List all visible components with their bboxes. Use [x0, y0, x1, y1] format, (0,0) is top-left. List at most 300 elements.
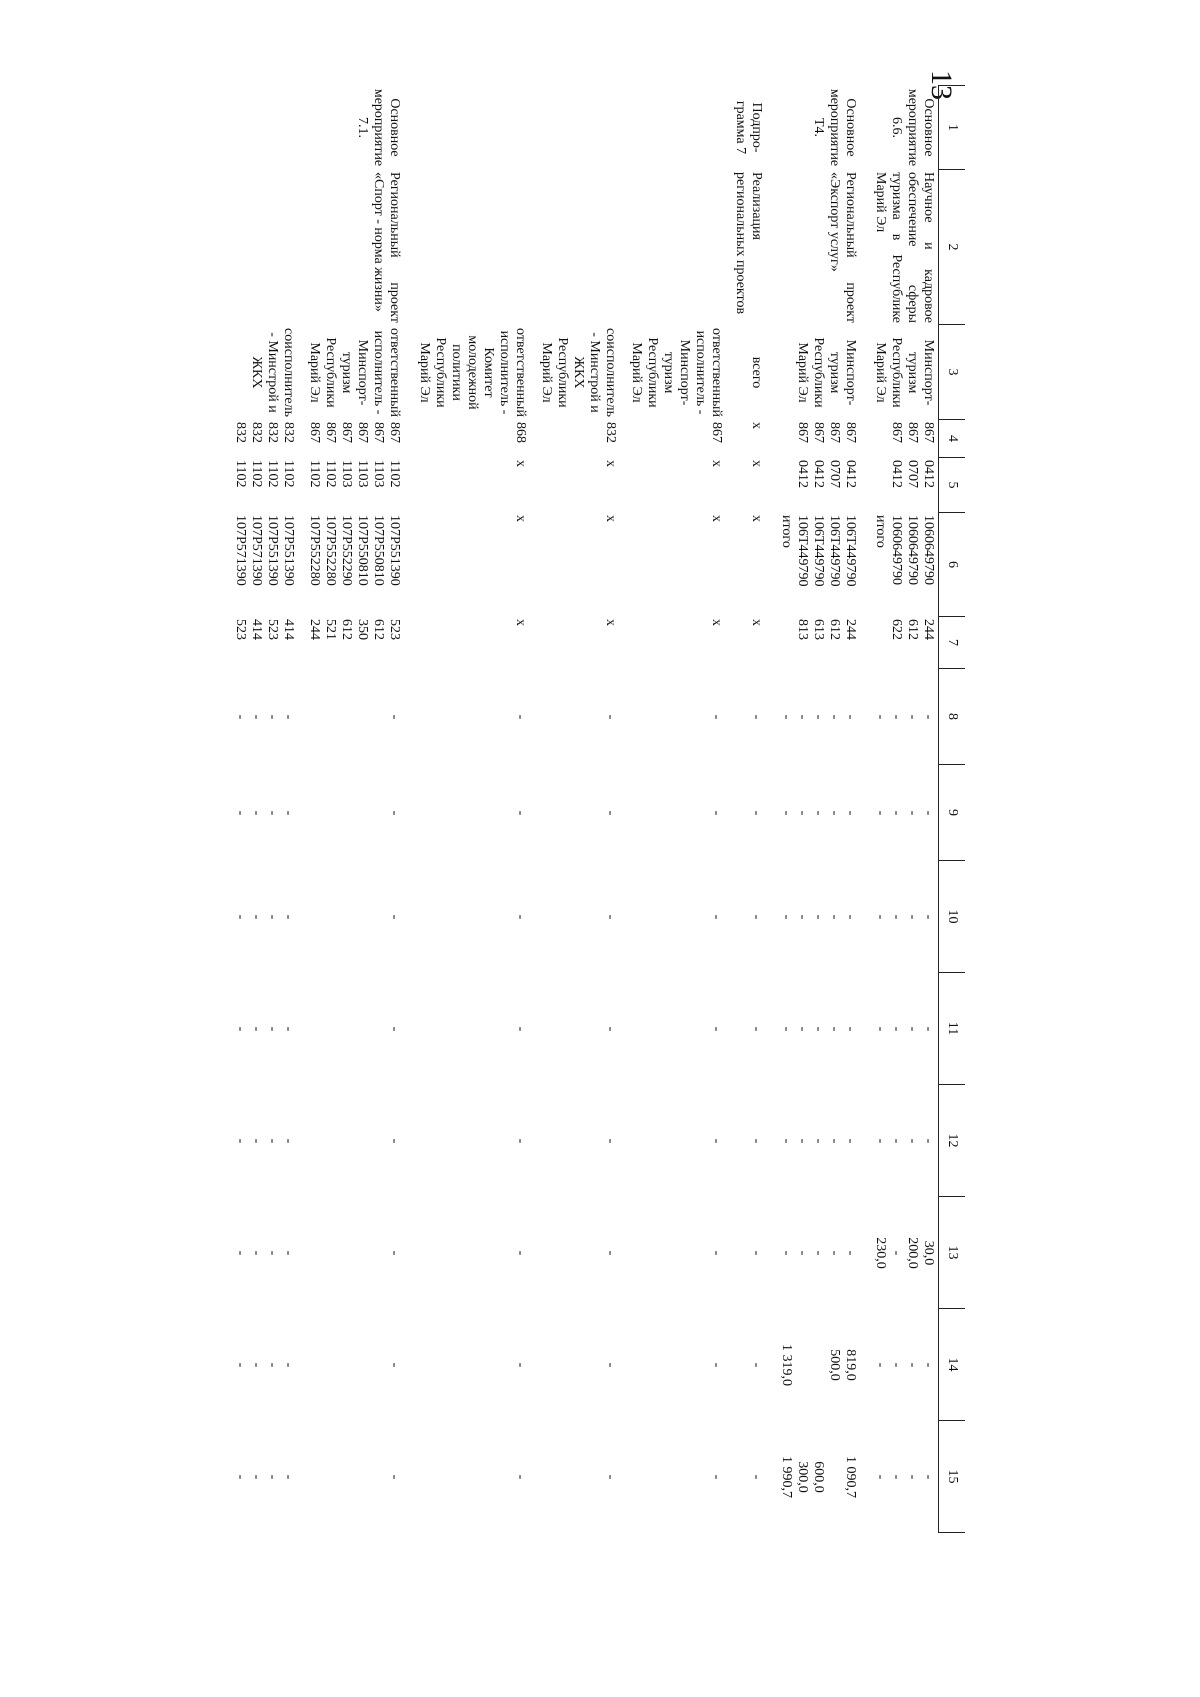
row-1-col-13 [776, 1197, 860, 1309]
row-1-col-12 [776, 1085, 860, 1197]
row-spacer [766, 1421, 776, 1533]
cell-value: - [265, 1474, 280, 1480]
cell-value: - [889, 810, 904, 816]
cell-value: 107P551390 [265, 515, 280, 586]
cell-value: - [513, 1362, 528, 1368]
row-spacer [530, 973, 536, 1085]
row-1-col-4 [776, 420, 860, 458]
row-3-col-6 [626, 513, 726, 617]
cell-value: - [921, 1474, 936, 1480]
row-2-col-12 [730, 1085, 766, 1197]
row-7-col-7 [230, 617, 298, 669]
row-4-col-10 [536, 861, 620, 973]
row-7-col-5 [230, 458, 298, 513]
row-spacer [530, 1421, 536, 1533]
cell-value: - [795, 1250, 810, 1256]
budget-table [230, 85, 965, 1625]
cell-value: - [827, 1026, 842, 1032]
cell-value: - [603, 810, 618, 816]
cell-value: 1102 [249, 460, 264, 488]
cell-value: - [709, 914, 724, 920]
cell-value: - [249, 1026, 264, 1032]
cell-value: 867 [921, 422, 936, 443]
row-7-col-3 [230, 325, 298, 420]
row-spacer [298, 1085, 304, 1197]
row-5-col-11 [414, 973, 530, 1085]
row-spacer [404, 765, 414, 861]
row-spacer [620, 1085, 626, 1197]
row-spacer [298, 973, 304, 1085]
cell-value: 1102 [281, 460, 296, 488]
row-spacer [404, 85, 414, 170]
cell-value: 612 [905, 619, 920, 640]
row-7-col-11 [230, 973, 298, 1085]
cell-value: 350 [355, 619, 370, 640]
row-4-col-2 [536, 170, 620, 325]
cell-value: - [387, 1026, 402, 1032]
row-2-col-9 [730, 765, 766, 861]
row-0-col-7 [870, 617, 938, 669]
cell-value: - [873, 810, 888, 816]
header-col-9: 9 [938, 765, 965, 861]
row-6-col-7 [304, 617, 404, 669]
cell-value: - [873, 1026, 888, 1032]
cell-value: - [749, 1250, 764, 1256]
cell-value: - [387, 1138, 402, 1144]
cell-value: - [709, 1474, 724, 1480]
cell-value: - [811, 1250, 826, 1256]
cell-value: 1102 [233, 460, 248, 488]
cell-value: - [513, 1250, 528, 1256]
cell-value: - [889, 1362, 904, 1368]
cell-value: 1 319,0 [779, 1344, 794, 1386]
cell-value: 867 [795, 422, 810, 443]
cell-value: - [795, 914, 810, 920]
cell-value: - [249, 1362, 264, 1368]
cell-value: х [709, 515, 724, 522]
row-3-col-3 [626, 325, 726, 420]
row-1-col-6 [776, 513, 860, 617]
row-1-col-11 [776, 973, 860, 1085]
cell-value: 867 [323, 422, 338, 443]
cell-value: - [513, 1474, 528, 1480]
row-1-col-1 [776, 85, 860, 170]
cell-value: - [603, 914, 618, 920]
row-2-col-3 [730, 325, 766, 420]
cell-value: 244 [921, 619, 936, 640]
row-spacer [766, 1197, 776, 1309]
cell-value: - [709, 810, 724, 816]
cell-value: - [603, 1026, 618, 1032]
row-5-col-12 [414, 1085, 530, 1197]
header-col-8: 8 [938, 669, 965, 765]
cell-value: 244 [843, 619, 858, 640]
row-spacer [404, 458, 414, 513]
row-6-col-12 [304, 1085, 404, 1197]
cell-value: 523 [387, 619, 402, 640]
cell-value: - [795, 1026, 810, 1032]
row-spacer [860, 420, 870, 458]
cell-value: - [281, 810, 296, 816]
row-0-col-6 [870, 513, 938, 617]
row-2-col-10 [730, 861, 766, 973]
row-6-col-14 [304, 1309, 404, 1421]
row-spacer [298, 170, 304, 325]
cell-value: - [265, 810, 280, 816]
cell-value: 1060649790 [905, 515, 920, 585]
row-spacer [530, 1085, 536, 1197]
cell-value: - [905, 1026, 920, 1032]
cell-value: 521 [323, 619, 338, 640]
row-3-col-14 [626, 1309, 726, 1421]
row-4-col-1 [536, 85, 620, 170]
row-spacer [726, 1309, 730, 1421]
row-7-col-14 [230, 1309, 298, 1421]
cell-value: х [603, 619, 618, 626]
cell-value: х [603, 515, 618, 522]
cell-value: 106T449790 [843, 515, 858, 587]
row-1-col-8 [776, 669, 860, 765]
cell-value: 867 [709, 422, 724, 443]
row-spacer [620, 85, 626, 170]
row-spacer [860, 1309, 870, 1421]
cell-value: - [387, 914, 402, 920]
cell-value: 107P571390 [233, 515, 248, 586]
row-4-col-9 [536, 765, 620, 861]
cell-value: - [513, 810, 528, 816]
row-spacer [860, 325, 870, 420]
row-spacer [766, 617, 776, 669]
cell-value: 523 [265, 619, 280, 640]
cell-value: - [265, 1362, 280, 1368]
row-spacer [620, 765, 626, 861]
row-spacer [530, 765, 536, 861]
cell-value: - [843, 1250, 858, 1256]
cell-value: - [281, 1474, 296, 1480]
cell-value: - [811, 1138, 826, 1144]
cell-value: - [249, 714, 264, 720]
executor-label: ответственный исполнитель - Минспорт-туризм Республики Марий Эл [629, 328, 724, 417]
row-spacer [404, 513, 414, 617]
cell-value: - [921, 1362, 936, 1368]
row-7-col-2 [230, 170, 298, 325]
cell-value: - [905, 714, 920, 720]
cell-value: 813 [795, 619, 810, 640]
cell-value: - [795, 714, 810, 720]
cell-value: 107P550810 [355, 515, 370, 586]
row-4-col-7 [536, 617, 620, 669]
row-6-col-1 [304, 85, 404, 170]
cell-value: - [233, 914, 248, 920]
cell-value: - [387, 810, 402, 816]
row-spacer [298, 669, 304, 765]
cell-value: - [921, 714, 936, 720]
row-spacer [726, 170, 730, 325]
row-6-col-10 [304, 861, 404, 973]
cell-value: 868 [513, 422, 528, 443]
row-0-col-9 [870, 765, 938, 861]
row-1-col-2 [776, 170, 860, 325]
cell-value: - [889, 1138, 904, 1144]
cell-value: 867 [811, 422, 826, 443]
row-spacer [620, 458, 626, 513]
cell-value: 106T449790 [811, 515, 826, 587]
row-spacer [530, 1309, 536, 1421]
header-col-13: 13 [938, 1197, 965, 1309]
row-0-col-5 [870, 458, 938, 513]
row-spacer [530, 170, 536, 325]
row-3-col-2 [626, 170, 726, 325]
row-spacer [860, 1085, 870, 1197]
row-spacer [530, 617, 536, 669]
row-2-col-6 [730, 513, 766, 617]
cell-value: - [811, 810, 826, 816]
executor-label: всего [749, 356, 764, 389]
row-5-col-7 [414, 617, 530, 669]
row-5-col-8 [414, 669, 530, 765]
row-2-col-5 [730, 458, 766, 513]
row-4-col-14 [536, 1309, 620, 1421]
cell-value: - [827, 714, 842, 720]
cell-value: - [513, 714, 528, 720]
cell-value: 0412 [889, 460, 904, 488]
header-col-6: 6 [938, 513, 965, 617]
cell-value: х [709, 460, 724, 467]
row-3-col-11 [626, 973, 726, 1085]
event-label: Подпро-грамма 7 [733, 100, 764, 155]
row-6-col-4 [304, 420, 404, 458]
event-description: Региональный проект «Спорт - норма жизни» [371, 172, 402, 323]
cell-value: 1 990,7 [779, 1456, 794, 1498]
cell-value: - [827, 914, 842, 920]
row-0-col-12 [870, 1085, 938, 1197]
cell-value: - [749, 1474, 764, 1480]
cell-value: - [513, 1138, 528, 1144]
row-spacer [620, 669, 626, 765]
cell-value: 0707 [905, 460, 920, 488]
row-3-col-8 [626, 669, 726, 765]
row-spacer [404, 1197, 414, 1309]
row-0-col-2 [870, 170, 938, 325]
cell-value: - [749, 1138, 764, 1144]
row-spacer [766, 513, 776, 617]
cell-value [810, 1311, 826, 1419]
row-spacer [860, 1197, 870, 1309]
row-spacer [530, 458, 536, 513]
cell-value: - [749, 914, 764, 920]
row-spacer [530, 85, 536, 170]
row-5-col-14 [414, 1309, 530, 1421]
cell-value: 832 [281, 422, 296, 443]
row-6-col-15 [304, 1421, 404, 1533]
cell-value: 0412 [921, 460, 936, 488]
cell-value: 867 [905, 422, 920, 443]
row-0-col-14 [870, 1309, 938, 1421]
cell-value: 107P551390 [387, 515, 402, 586]
cell-value [794, 1311, 810, 1419]
cell-value: - [843, 810, 858, 816]
cell-value: - [233, 1250, 248, 1256]
row-7-col-12 [230, 1085, 298, 1197]
row-spacer [404, 325, 414, 420]
cell-value: - [749, 1362, 764, 1368]
cell-value: - [779, 914, 794, 920]
row-4-col-13 [536, 1197, 620, 1309]
row-5-col-2 [414, 170, 530, 325]
cell-value: - [889, 714, 904, 720]
row-5-col-10 [414, 861, 530, 973]
row-spacer [726, 1197, 730, 1309]
cell-value: - [233, 1026, 248, 1032]
cell-value: - [249, 1250, 264, 1256]
row-spacer [298, 420, 304, 458]
cell-value: 107P552290 [339, 515, 354, 586]
cell-value: - [873, 1362, 888, 1368]
header-col-14: 14 [938, 1309, 965, 1421]
cell-value: - [811, 1026, 826, 1032]
executor-label: ответственный исполнитель - Комитет молодежной политики Республики Марий Эл [417, 328, 528, 417]
cell-value: - [779, 1250, 794, 1256]
row-spacer [620, 1421, 626, 1533]
cell-value: х [603, 460, 618, 467]
cell-value: - [265, 1026, 280, 1032]
executor-label: Минспорт-туризм Республики Марий Эл [795, 337, 858, 408]
cell-value: - [749, 714, 764, 720]
row-spacer [726, 861, 730, 973]
cell-value: 1102 [265, 460, 280, 488]
row-4-col-12 [536, 1085, 620, 1197]
cell-value: - [779, 714, 794, 720]
row-spacer [620, 973, 626, 1085]
row-spacer [766, 458, 776, 513]
cell-value: - [233, 810, 248, 816]
cell-value: 612 [827, 619, 842, 640]
cell-value: 107P571390 [249, 515, 264, 586]
row-spacer [298, 325, 304, 420]
row-3-col-5 [626, 458, 726, 513]
row-0-col-15 [870, 1421, 938, 1533]
cell-value: - [795, 810, 810, 816]
cell-value: 1103 [355, 460, 370, 488]
row-spacer [298, 1421, 304, 1533]
row-spacer [404, 1085, 414, 1197]
header-col-7: 7 [938, 617, 965, 669]
cell-value: - [873, 1474, 888, 1480]
cell-value: 30,0 [921, 1240, 936, 1266]
cell-value: 867 [827, 422, 842, 443]
row-6-col-13 [304, 1197, 404, 1309]
header-col-12: 12 [938, 1085, 965, 1197]
row-3-col-12 [626, 1085, 726, 1197]
cell-value: - [889, 1250, 904, 1256]
row-3-col-7 [626, 617, 726, 669]
cell-value: 612 [371, 619, 386, 640]
event-label: Основное мероприятие Т4. [811, 88, 858, 167]
cell-value: 0412 [843, 460, 858, 488]
cell-value: - [709, 1138, 724, 1144]
row-7-col-1 [230, 85, 298, 170]
cell-value: - [281, 714, 296, 720]
cell-value: - [709, 1250, 724, 1256]
cell-value: - [265, 914, 280, 920]
header-col-15: 15 [938, 1421, 965, 1533]
cell-value: х [709, 619, 724, 626]
row-0-col-10 [870, 861, 938, 973]
cell-value: - [905, 1362, 920, 1368]
row-0-col-8 [870, 669, 938, 765]
row-6-col-6 [304, 513, 404, 617]
cell-value: 523 [233, 619, 248, 640]
cell-value: 0707 [827, 460, 842, 488]
cell-value: - [249, 810, 264, 816]
row-spacer [766, 973, 776, 1085]
cell-value: 0412 [811, 460, 826, 488]
cell-value: - [513, 1026, 528, 1032]
cell-value: 622 [889, 619, 904, 640]
row-4-col-5 [536, 458, 620, 513]
cell-value [826, 1423, 842, 1531]
event-description: Реализация региональных проектов [733, 172, 764, 315]
cell-value: - [921, 1026, 936, 1032]
row-3-col-1 [626, 85, 726, 170]
cell-value: - [233, 1474, 248, 1480]
executor-label: ответственный исполнитель - Минспорт-туризм Республики Марий Эл [307, 328, 402, 417]
row-2-col-8 [730, 669, 766, 765]
cell-value: 867 [843, 422, 858, 443]
row-spacer [766, 669, 776, 765]
cell-value: - [265, 714, 280, 720]
cell-value: х [513, 460, 528, 467]
header-col-10: 10 [938, 861, 965, 973]
row-spacer [404, 1421, 414, 1533]
cell-value: 867 [371, 422, 386, 443]
row-spacer [860, 765, 870, 861]
cell-value: 300,0 [795, 1461, 810, 1493]
row-3-col-15 [626, 1421, 726, 1533]
cell-value: 867 [339, 422, 354, 443]
executor-label: соисполнитель - Минстрой и ЖКХ Республики Марий Эл [539, 328, 618, 417]
cell-value: - [795, 1138, 810, 1144]
cell-value: - [905, 1474, 920, 1480]
row-spacer [298, 861, 304, 973]
row-spacer [404, 973, 414, 1085]
cell-value: - [603, 1362, 618, 1368]
cell-value: - [873, 914, 888, 920]
row-7-col-4 [230, 420, 298, 458]
row-spacer [404, 170, 414, 325]
cell-value: - [513, 914, 528, 920]
row-6-col-2 [304, 170, 404, 325]
cell-value: х [749, 460, 764, 467]
cell-value: - [873, 1138, 888, 1144]
row-7-col-9 [230, 765, 298, 861]
cell-value: 1060649790 [921, 515, 936, 585]
cell-value: - [281, 1250, 296, 1256]
event-description: Региональный проект «Экспорт услуг» [827, 172, 858, 323]
row-7-col-10 [230, 861, 298, 973]
row-7-col-15 [230, 1421, 298, 1533]
cell-value: - [709, 1362, 724, 1368]
event-label: Основное мероприятие 7.1. [355, 88, 402, 167]
row-spacer [860, 861, 870, 973]
row-5-col-9 [414, 765, 530, 861]
cell-value: итого [873, 515, 888, 548]
row-spacer [726, 1421, 730, 1533]
cell-value: - [387, 1362, 402, 1368]
cell-value: 867 [889, 422, 904, 443]
cell-value: - [709, 1026, 724, 1032]
cell-value: 1103 [339, 460, 354, 488]
